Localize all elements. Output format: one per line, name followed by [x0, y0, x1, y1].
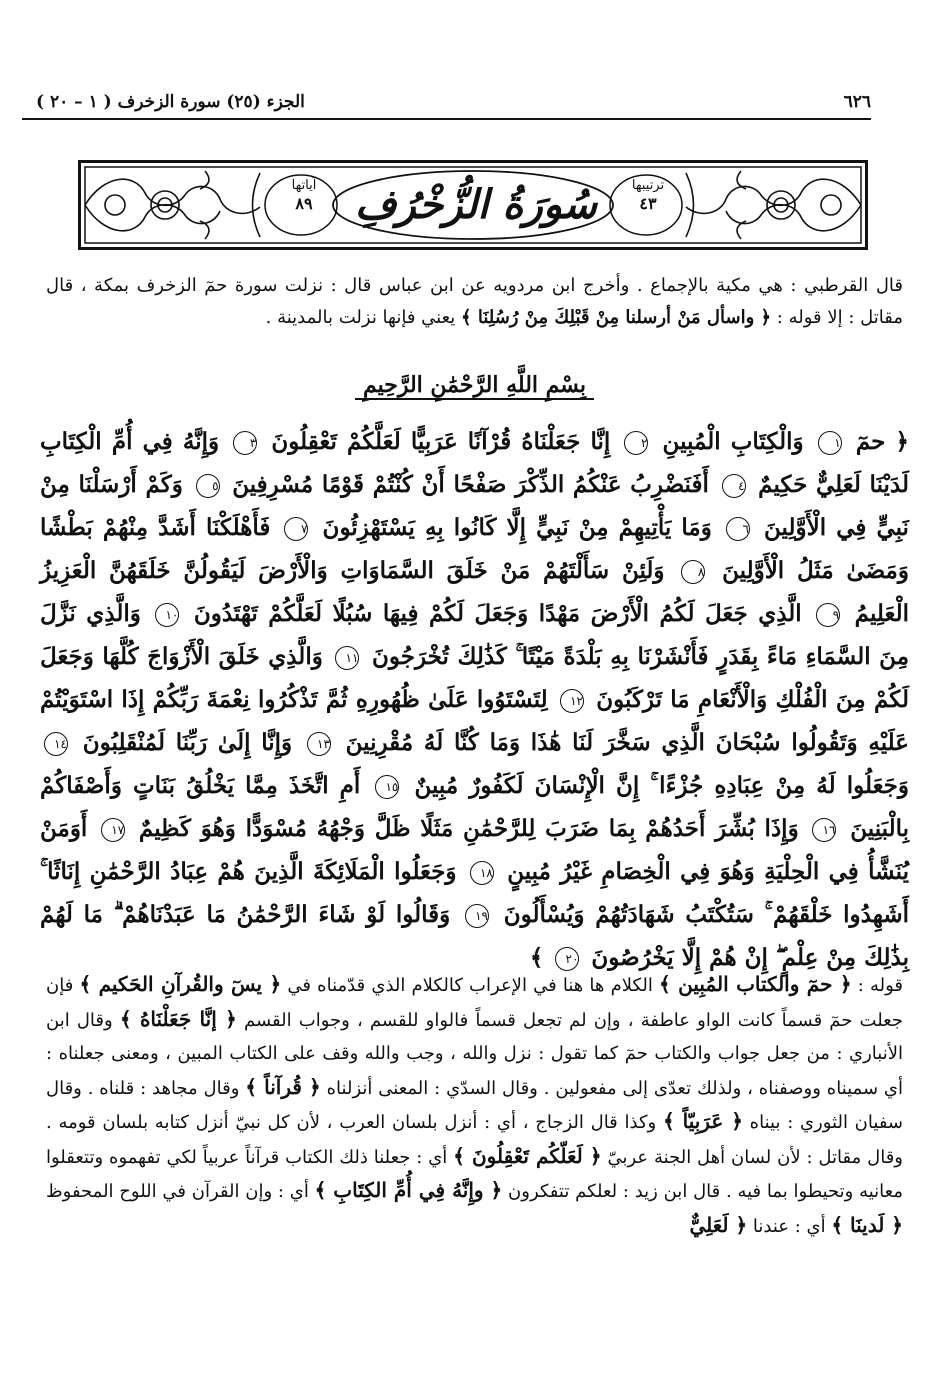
ayah-number-marker: ١٤	[44, 732, 68, 756]
ayah-text: وَإِذَا بُشِّرَ أَحَدُهُمْ بِمَا ضَرَبَ لِلرَّحْمَٰنِ مَثَلًا ظَلَّ وَجْهُهُ مُسْوَدًّا وَهُوَ كَظِيمٌ	[129, 815, 799, 842]
rank-value: ٤٣	[639, 194, 657, 213]
commentary-text: قوله :	[851, 975, 903, 996]
ayah-text: وَالَّذِي خَلَقَ الْأَزْوَاجَ كُلَّهَا وَجَعَلَ لَكُمْ مِنَ الْفُلْكِ وَالْأَنْعَامِ مَا تَرْكَبُونَ	[40, 643, 909, 713]
ayah-number-marker: ٢	[624, 431, 648, 455]
ornament-left	[85, 171, 260, 239]
ayah-number-marker: ٣	[233, 431, 257, 455]
ornament-right	[686, 171, 861, 239]
commentary-text: فإن جعلت حمٓ قسماً كانت الواو عاطفة ، وإن لم تجعل قسماً فالواو للقسم ، وجواب القسم	[46, 975, 903, 1031]
ayah-text: وَكَمْ أَرْسَلْنَا مِنْ نَبِيٍّ فِي الْأَوَّلِينَ	[40, 471, 909, 541]
intro-quote: ﴿ واسأل مَنْ أرسلنا مِنْ قَبْلِكَ مِنْ رُسُلِنَا ﴾	[461, 307, 772, 328]
commentary-quote: ﴿ لَدينَا ﴾	[831, 1212, 903, 1237]
ayah-number-marker: ٤	[722, 474, 746, 498]
commentary-quote: ﴿ قُرآناً ﴾	[245, 1074, 321, 1099]
intro-paragraph	[46, 270, 903, 334]
ayah-text: فَأَهْلَكْنَا أَشَدَّ مِنْهُمْ بَطْشًا وَمَضَىٰ مَثَلُ الْأَوَّلِينَ	[40, 514, 909, 584]
commentary-text: وقال مجاهد : قلناه . وقال سفيان الثوري : بيناه	[46, 1077, 904, 1133]
ayah-text: أَفَنَضْرِبُ عَنْكُمُ الذِّكْرَ صَفْحًا أَنْ كُنْتُمْ قَوْمًا مُسْرِفِينَ	[223, 471, 709, 498]
ayah-number-marker: ١٠	[155, 603, 179, 627]
ayah-number-marker: ١	[818, 431, 842, 455]
quran-text-block	[40, 420, 910, 971]
ayah-text: وَالَّذِي نَزَّلَ مِنَ السَّمَاءِ مَاءً بِقَدَرٍ فَأَنْشَرْنَا بِهِ بَلْدَةً مَيْتًا ۚ كَذَٰلِكَ تُخْرَجُونَ	[40, 600, 910, 670]
ayah-number-marker: ١٧	[101, 818, 125, 842]
surah-title: سُورَةُ الزُّخْرُفِ	[354, 181, 597, 228]
ayah-number-marker: ١٩	[465, 904, 489, 928]
ayah-number-marker: ١١	[335, 646, 359, 670]
commentary-text: أي : جعلنا ذلك الكتاب قرآناً عربياً لكي تفهموه وتتعقلوا معانيه وتحيطوا بما فيه . قال ابن زيد : لعلكم تتفكرون	[46, 1146, 903, 1202]
ayah-text: وَجَعَلُوا لَهُ مِنْ عِبَادِهِ جُزْءًا ۚ إِنَّ الْإِنْسَانَ لَكَفُورٌ مُبِينٌ	[403, 772, 910, 799]
ayah-number-marker: ١٥	[375, 775, 399, 799]
surah-verse-count	[267, 177, 341, 233]
ayah-text: وَالْكِتَابِ الْمُبِينِ	[652, 428, 804, 455]
running-header	[22, 92, 871, 120]
ayah-text: وَإِنَّا إِلَىٰ رَبِّنَا لَمُنْقَلِبُونَ	[72, 729, 293, 756]
ayah-number-marker: ٦	[726, 517, 750, 541]
surah-rank	[611, 177, 685, 233]
commentary-text: الكلام ها هنا في الإعراب كالكلام الذي قدّمناه في	[281, 975, 660, 996]
basmala-text: بِسْمِ اللَّهِ الرَّحْمَٰنِ الرَّحِيمِ	[355, 372, 594, 400]
verses-label: آياتها	[291, 178, 317, 193]
running-title: الجزء (٢٥) سورة الزخرف ( ١ – ٢٠ )	[36, 92, 305, 112]
ayah-number-marker: ٥	[196, 474, 220, 498]
commentary-text: أي : وإن القرآن في اللوح المحفوظ	[46, 1181, 315, 1202]
quran-open-bracket: ﴿	[885, 428, 909, 455]
ayah-text: أَوَمَنْ يُنَشَّأُ فِي الْحِلْيَةِ وَهُوَ فِي الْخِصَامِ غَيْرُ مُبِينٍ	[40, 815, 909, 885]
ayah-number-marker: ٧	[284, 517, 308, 541]
ayah-text: وَقَالُوا لَوْ شَاءَ الرَّحْمَٰنُ مَا عَبَدْنَاهُمْ ۗ مَا لَهُمْ بِذَٰلِكَ مِنْ عِلْمٍ ۖ إِنْ هُمْ إِلَّا يَخْرُصُونَ	[40, 901, 909, 971]
ayah-text: الَّذِي جَعَلَ لَكُمُ الْأَرْضَ مَهْدًا وَجَعَلَ لَكُمْ فِيهَا سُبُلًا لَعَلَّكُمْ تَهْتَدُونَ	[183, 600, 802, 627]
commentary-quote: ﴿ لَعَلِيٌّ	[689, 1212, 748, 1237]
ayah-text: وَجَعَلُوا الْمَلَائِكَةَ الَّذِينَ هُمْ عِبَادُ الرَّحْمَٰنِ إِنَاثًا ۚ أَشَهِدُوا خَلْقَهُمْ ۚ سَتُكْتَبُ شَهَادَتُهُمْ وَيُسْأَلُونَ	[40, 858, 909, 928]
commentary-quote: ﴿ يسٓ والقُرآنِ الحَكيم ﴾	[79, 972, 282, 996]
ayah-number-marker: ٨	[681, 560, 705, 584]
ayah-text: لِتَسْتَوُوا عَلَىٰ ظُهُورِهِ ثُمَّ تَذْكُرُوا نِعْمَةَ رَبِّكُمْ إِذَا اسْتَوَيْتُمْ عَلَيْهِ وَتَقُولُوا سُبْحَانَ الَّذِي سَخَّرَ لَنَا هَٰذَا وَمَا كُنَّا لَهُ مُقْرِنِينَ	[40, 686, 909, 756]
intro-text: قال القرطبي : هي مكية بالإجماع . وأخرج ابن مردويه عن ابن عباس قال : نزلت سورة حمٓ الزخرف بمكة ، قال مقاتل : إلا قوله :	[46, 275, 903, 328]
intro-text: يعني فإنها نزلت بالمدينة .	[265, 307, 462, 328]
commentary-quote: ﴿ حمٓ والكتاب المُبِين ﴾	[659, 972, 852, 996]
surah-title-frame	[78, 160, 868, 250]
commentary-quote: ﴿ وإِنَّهُ فِي أُمِّ الكِتَابِ ﴾	[314, 1178, 503, 1202]
ayah-text: أَمِ اتَّخَذَ مِمَّا يَخْلُقُ بَنَاتٍ وَأَصْفَاكُمْ بِالْبَنِينَ	[40, 772, 909, 842]
ayah-number-marker: ٩	[816, 603, 840, 627]
ayah-number-marker: ١٦	[812, 818, 836, 842]
ayah-number-marker: ٢٠	[555, 947, 579, 971]
ayah-number-marker: ١٨	[470, 861, 494, 885]
commentary-text: وكذا قال الزجاج ، أي : أنزل بلسان العرب ، لأن كل نبيّ أنزل كتابه بلسان قومه . وقال مقاتل : لأن لسان أهل الجنة عربيّ	[46, 1112, 903, 1168]
verses-value: ٨٩	[295, 194, 313, 213]
commentary-paragraph	[46, 968, 903, 1243]
rank-label: ترتيبها	[631, 178, 665, 193]
page-number: ٦٢٦	[843, 92, 871, 112]
ayah-text: وَإِنَّهُ فِي أُمِّ الْكِتَابِ لَدَيْنَا لَعَلِيٌّ حَكِيمٌ	[40, 428, 909, 498]
ayah-number-marker: ١٢	[560, 689, 584, 713]
ayah-text: إِنَّا جَعَلْنَاهُ قُرْآنًا عَرَبِيًّا لَعَلَّكُمْ تَعْقِلُونَ	[261, 428, 611, 455]
commentary-quote: ﴿ لَعَلّكُم تَعْقِلُونَ ﴾	[453, 1143, 602, 1168]
quran-close-bracket: ﴾	[529, 944, 544, 971]
ayah-text: وَمَا يَأْتِيهِمْ مِنْ نَبِيٍّ إِلَّا كَانُوا بِهِ يَسْتَهْزِئُونَ	[312, 514, 712, 541]
commentary-quote: ﴿ عَرَبِيّاً ﴾	[662, 1109, 743, 1133]
commentary-text: وقال ابن الأنباري : من جعل جواب والكتاب حمٓ كما تقول : نزل والله ، وجب والله وقف على الكتاب المبين ، ومعنى جعلناه : أي سميناه ووصفناه ، ولذلك تعدّى إلى مفعولين . وقال السدّي : المعنى أنزلناه	[46, 1009, 903, 1099]
basmala	[0, 372, 949, 398]
ayah-text: وَلَئِنْ سَأَلْتَهُمْ مَنْ خَلَقَ السَّمَاوَاتِ وَالْأَرْضَ لَيَقُولُنَّ خَلَقَهُنَّ الْعَزِيزُ الْعَلِيمُ	[40, 557, 909, 627]
commentary-quote: ﴿ إنَّا جَعَلْنَاهُ ﴾	[119, 1006, 237, 1031]
ayah-text: حمٓ	[845, 428, 886, 455]
ayah-number-marker: ١٣	[307, 732, 331, 756]
commentary-text: أي : عندنا	[747, 1215, 832, 1237]
